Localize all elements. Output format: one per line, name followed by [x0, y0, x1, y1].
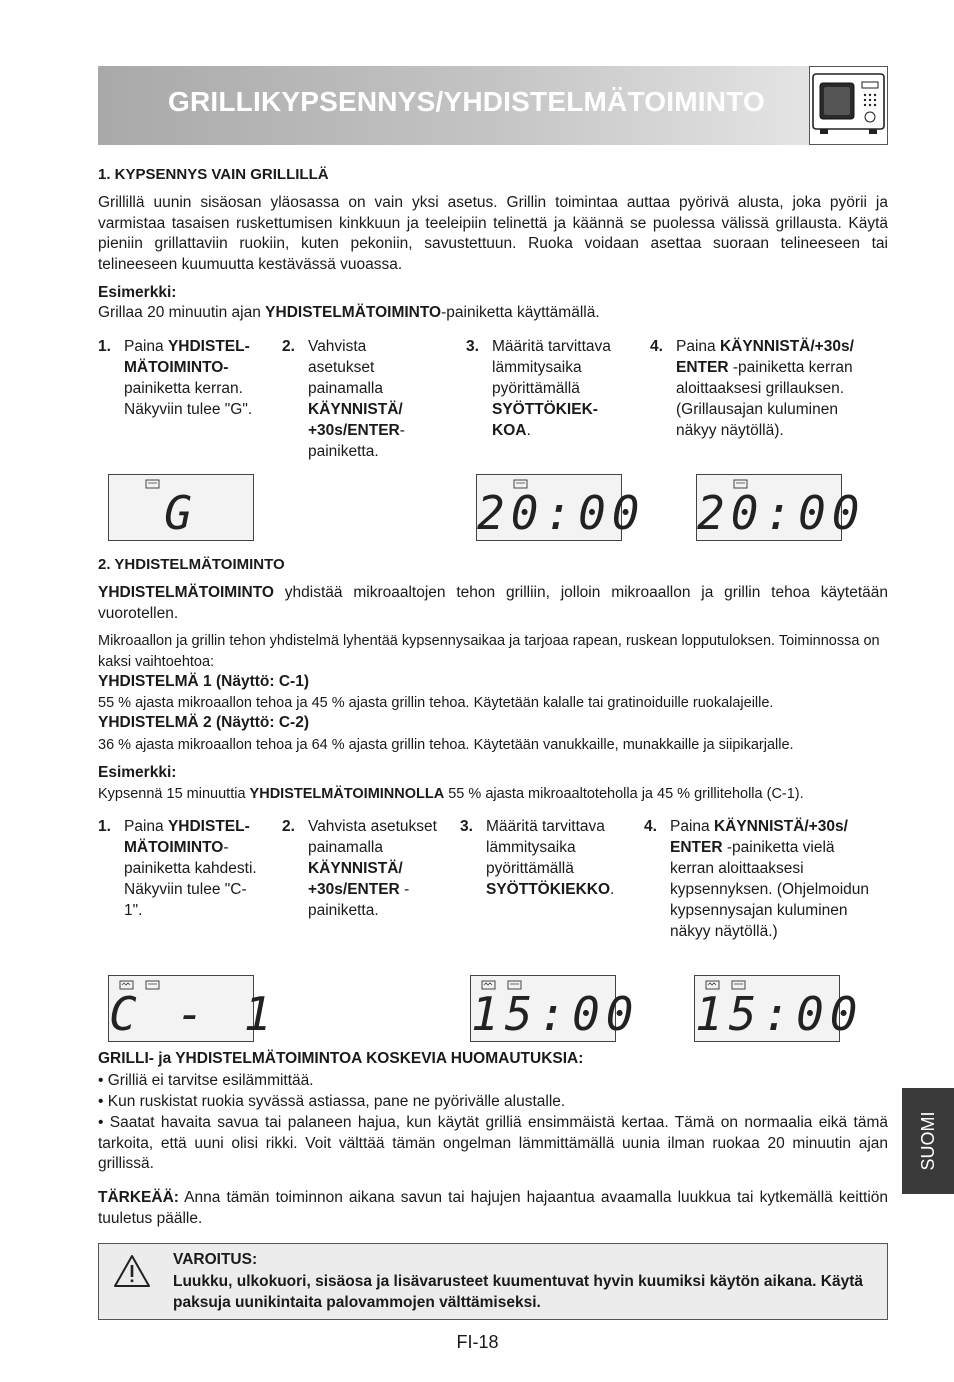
step-1-combination: 1. Paina YHDISTEL- MÄTOIMINTO- painiketta kahdesti. Näkyviin tulee "C-1".: [98, 818, 257, 919]
step-2-combination: 2. Vahvista asetukset painamalla KÄYNNISTÄ/ +30s/ENTER -painiketta.: [282, 818, 437, 919]
display-20-00-running: [696, 474, 866, 541]
step-3-combination: 3. Määritä tarvittava lämmitysaika pyörittämällä SYÖTTÖKIEKKO.: [460, 818, 615, 898]
display-15-00-running: [694, 975, 864, 1042]
microwave-oven-icon: [809, 66, 888, 145]
important-note: TÄRKEÄÄ: Anna tämän toiminnon aikana savun tai hajujen hajaantua avaamalla luukkua tai kytkemällä keittiön tuuletus päälle.: [98, 1189, 888, 1227]
warning-title: VAROITUS:: [173, 1251, 258, 1268]
combination-2-label: YHDISTELMÄ 2 (Näyttö: C-2): [98, 714, 309, 731]
step-3: 3. Määritä tarvittava lämmitysaika pyörittämällä SYÖTTÖKIEK- KOA.: [466, 338, 611, 439]
language-tab: [902, 1088, 954, 1194]
step-4-combination: 4. Paina KÄYNNISTÄ/+30s/ ENTER -painiketta vielä kerran aloittaaksesi kypsennyksen. (Ohjelmoidun kypsennysajan kuluminen näkyy näytöllä.): [644, 818, 870, 940]
note-item: • Saatat havaita savua tai palaneen hajua, kun käytät grilliä ensimmäistä kertaa. Tämä on normaalia eikä tämä tarkoita, että uuni olisi rikki. Voit välttää tämän ongelman lämmittämällä uunia ilman ruokaa 20 minuutin ajan grillissä.: [98, 1114, 888, 1172]
combination-benefits: Mikroaallon ja grillin tehon yhdistelmä lyhentää kypsennysaikaa ja tarjoaa rapean, ruskean lopputuloksen. Toiminnossa on kaksi vaihtoehtoa:: [98, 633, 880, 670]
combination-2-text: 36 % ajasta mikroaallon tehoa ja 64 % ajasta grillin tehoa. Käytetään vanukkaille, munakkaille ja siipikarjalle.: [98, 737, 794, 753]
step-4: 4. Paina KÄYNNISTÄ/+30s/ ENTER -painiketta kerran aloittaaksesi grillauksen. (Grillausajan kuluminen näkyy näytöllä).: [650, 338, 854, 439]
display-c-1: [108, 975, 278, 1042]
page-title: GRILLIKYPSENNYS/YHDISTELMÄTOIMINTO: [168, 86, 765, 117]
combination-1-label: YHDISTELMÄ 1 (Näyttö: C-1): [98, 673, 309, 690]
warning-triangle-icon: [112, 1253, 152, 1294]
section-heading-grill: 1. KYPSENNYS VAIN GRILLILLÄ: [98, 166, 329, 183]
page-number: FI-18: [456, 1332, 499, 1352]
display-15-00: [470, 975, 640, 1042]
display-readout: C - 1: [109, 987, 278, 1041]
display-readout: 20:00: [477, 486, 646, 540]
display-20-00: [476, 474, 646, 541]
step-2: 2. Vahvista asetukset painamalla KÄYNNISTÄ/ +30s/ENTER- painiketta.: [282, 338, 405, 460]
combination-1-text: 55 % ajasta mikroaallon tehoa ja 45 % ajasta grillin tehoa. Käytetään kalalle tai gratinoiduille ruokalajeille.: [98, 695, 774, 711]
step-1: 1. Paina YHDISTEL- MÄTOIMINTO- painiketta kerran. Näkyviin tulee "G".: [98, 338, 253, 418]
grill-description: Grillillä uunin sisäosan yläosassa on vain yksi asetus. Grillin toimintaa auttaa pyörivä alusta, joka pyörii ja varmistaa tasaisen ruskettumisen kinkkuun ja teeleipiin telinettä ja käännä se puolessa välissä grillausta. Käytä pieniin grillattaviin ruokiin, kuten pekoniin, savustettuun. Ruoka voidaan asettaa suoraan telineeseen tai telineeseen kuumuutta kestävässä vuoassa.: [98, 194, 888, 273]
note-item: • Kun ruskistat ruokia syvässä astiassa, pane ne pyörivälle alustalle.: [98, 1093, 566, 1110]
notes-heading: GRILLI- ja YHDISTELMÄTOIMINTOA KOSKEVIA HUOMAUTUKSIA:: [98, 1050, 584, 1067]
display-readout: G: [164, 486, 198, 540]
example-text: Grillaa 20 minuutin ajan YHDISTELMÄTOIMINTO-painiketta käyttämällä.: [98, 304, 600, 321]
display-readout: 15:00: [471, 987, 640, 1041]
display-readout: 20:00: [697, 486, 866, 540]
example-text-2: Kypsennä 15 minuuttia YHDISTELMÄTOIMINNOLLA 55 % ajasta mikroaaltoteholla ja 45 % grilliteholla (C-1).: [98, 786, 804, 802]
language-tab-label: SUOMI: [918, 1111, 938, 1171]
combination-description: YHDISTELMÄTOIMINTO yhdistää mikroaaltojen tehon grilliin, jolloin mikroaallon ja grillin tehoa käytetään vuorotellen.: [98, 584, 888, 622]
section-heading-combination: 2. YHDISTELMÄTOIMINTO: [98, 556, 285, 573]
display-readout: 15:00: [695, 987, 864, 1041]
warning-text: Luukku, ulkokuori, sisäosa ja lisävarusteet kuumentuvat hyvin kuumiksi käytön aikana. Käytä paksuja uunikintaita palovammojen välttämiseksi.: [173, 1273, 863, 1311]
display-g: [108, 474, 254, 541]
example-label-2: Esimerkki:: [98, 764, 177, 781]
note-item: • Grilliä ei tarvitse esilämmittää.: [98, 1072, 314, 1089]
example-label: Esimerkki:: [98, 284, 177, 301]
